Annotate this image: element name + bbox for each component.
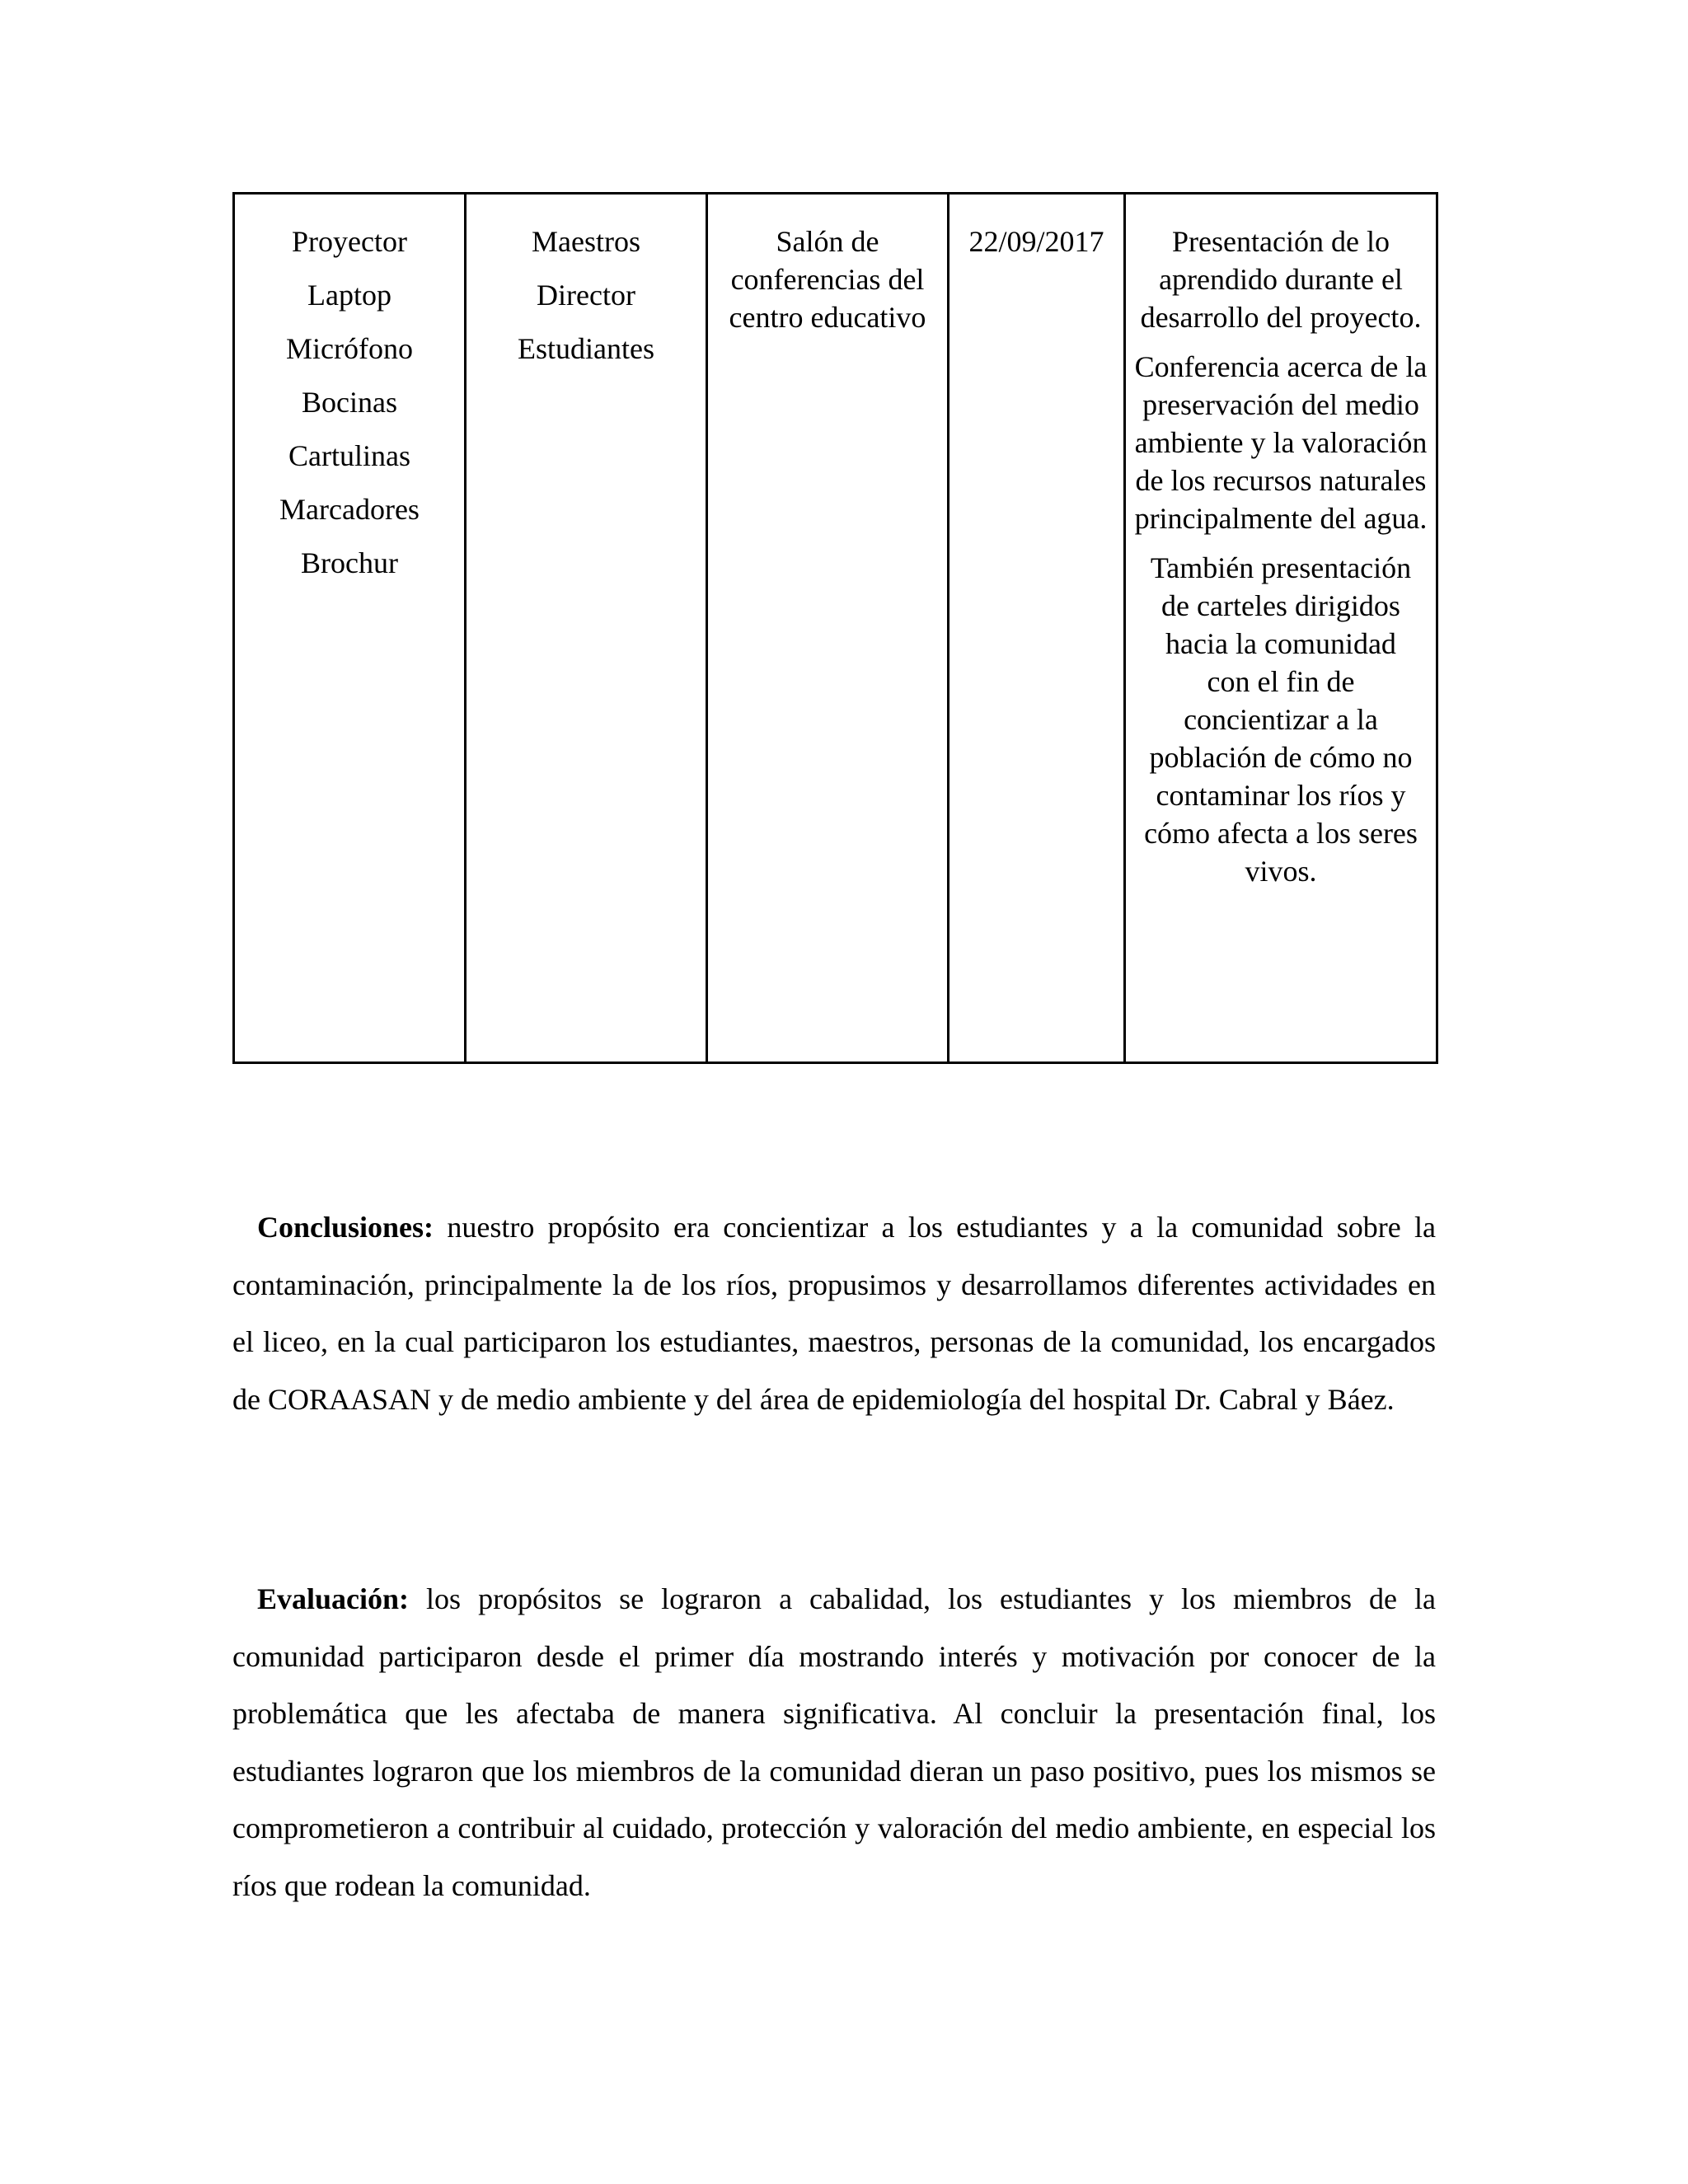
resource-item: Cartulinas bbox=[288, 439, 410, 472]
evaluation-paragraph bbox=[232, 1571, 1436, 1915]
activity-description: Conferencia acerca de la preservación del medio ambiente y la valoración de los recursos naturales principalmente del agua. bbox=[1134, 350, 1428, 535]
resource-item: Brochur bbox=[301, 546, 398, 579]
participants-cell bbox=[466, 194, 707, 1063]
resource-item: Marcadores bbox=[279, 493, 420, 526]
evaluation-text: los propósitos se lograron a cabalidad, los estudiantes y los miembros de la comunidad participaron desde el primer día mostrando interés y motivación por conocer de la problemática que les afectaba de manera significativa. Al concluir la presentación final, los estudiantes lograron que los miembros de la comunidad dieran un paso positivo, pues los mismos se comprometieron a contribuir al cuidado, protección y valoración del medio ambiente, en especial los ríos que rodean la comunidad. bbox=[232, 1582, 1436, 1902]
activities-cell bbox=[1125, 194, 1437, 1063]
location-cell bbox=[707, 194, 949, 1063]
participant-item: Director bbox=[537, 279, 635, 312]
table-row bbox=[234, 194, 1437, 1063]
conclusions-paragraph bbox=[232, 1199, 1436, 1428]
resources-cell bbox=[234, 194, 466, 1063]
conclusions-text: nuestro propósito era concientizar a los estudiantes y a la comunidad sobre la contaminación, principalmente la de los ríos, propusimos y desarrollamos diferentes actividades en el liceo, en la cual participaron los estudiantes, maestros, personas de la comunidad, los encargados de CORAASAN y de medio ambiente y del área de epidemiología del hospital Dr. Cabral y Báez. bbox=[232, 1211, 1437, 1416]
activity-table bbox=[232, 192, 1438, 1064]
resource-item: Bocinas bbox=[302, 386, 397, 419]
resource-item: Laptop bbox=[307, 279, 392, 312]
participant-item: Maestros bbox=[532, 225, 640, 258]
date-text: 22/09/2017 bbox=[968, 225, 1104, 258]
resource-item: Micrófono bbox=[286, 332, 413, 365]
conclusions-heading: Conclusiones: bbox=[257, 1211, 434, 1244]
activity-description: Presentación de lo aprendido durante el desarrollo del proyecto. bbox=[1140, 225, 1422, 334]
resource-item: Proyector bbox=[292, 225, 407, 258]
evaluation-heading: Evaluación: bbox=[257, 1582, 410, 1615]
location-text: Salón de conferencias del centro educativo bbox=[729, 225, 926, 334]
date-cell bbox=[949, 194, 1125, 1063]
activity-description: También presentación de carteles dirigidos hacia la comunidad con el fin de concientizar a la población de cómo no contaminar los ríos y cómo afecta a los seres vivos. bbox=[1144, 551, 1418, 888]
participant-item: Estudiantes bbox=[518, 332, 654, 365]
